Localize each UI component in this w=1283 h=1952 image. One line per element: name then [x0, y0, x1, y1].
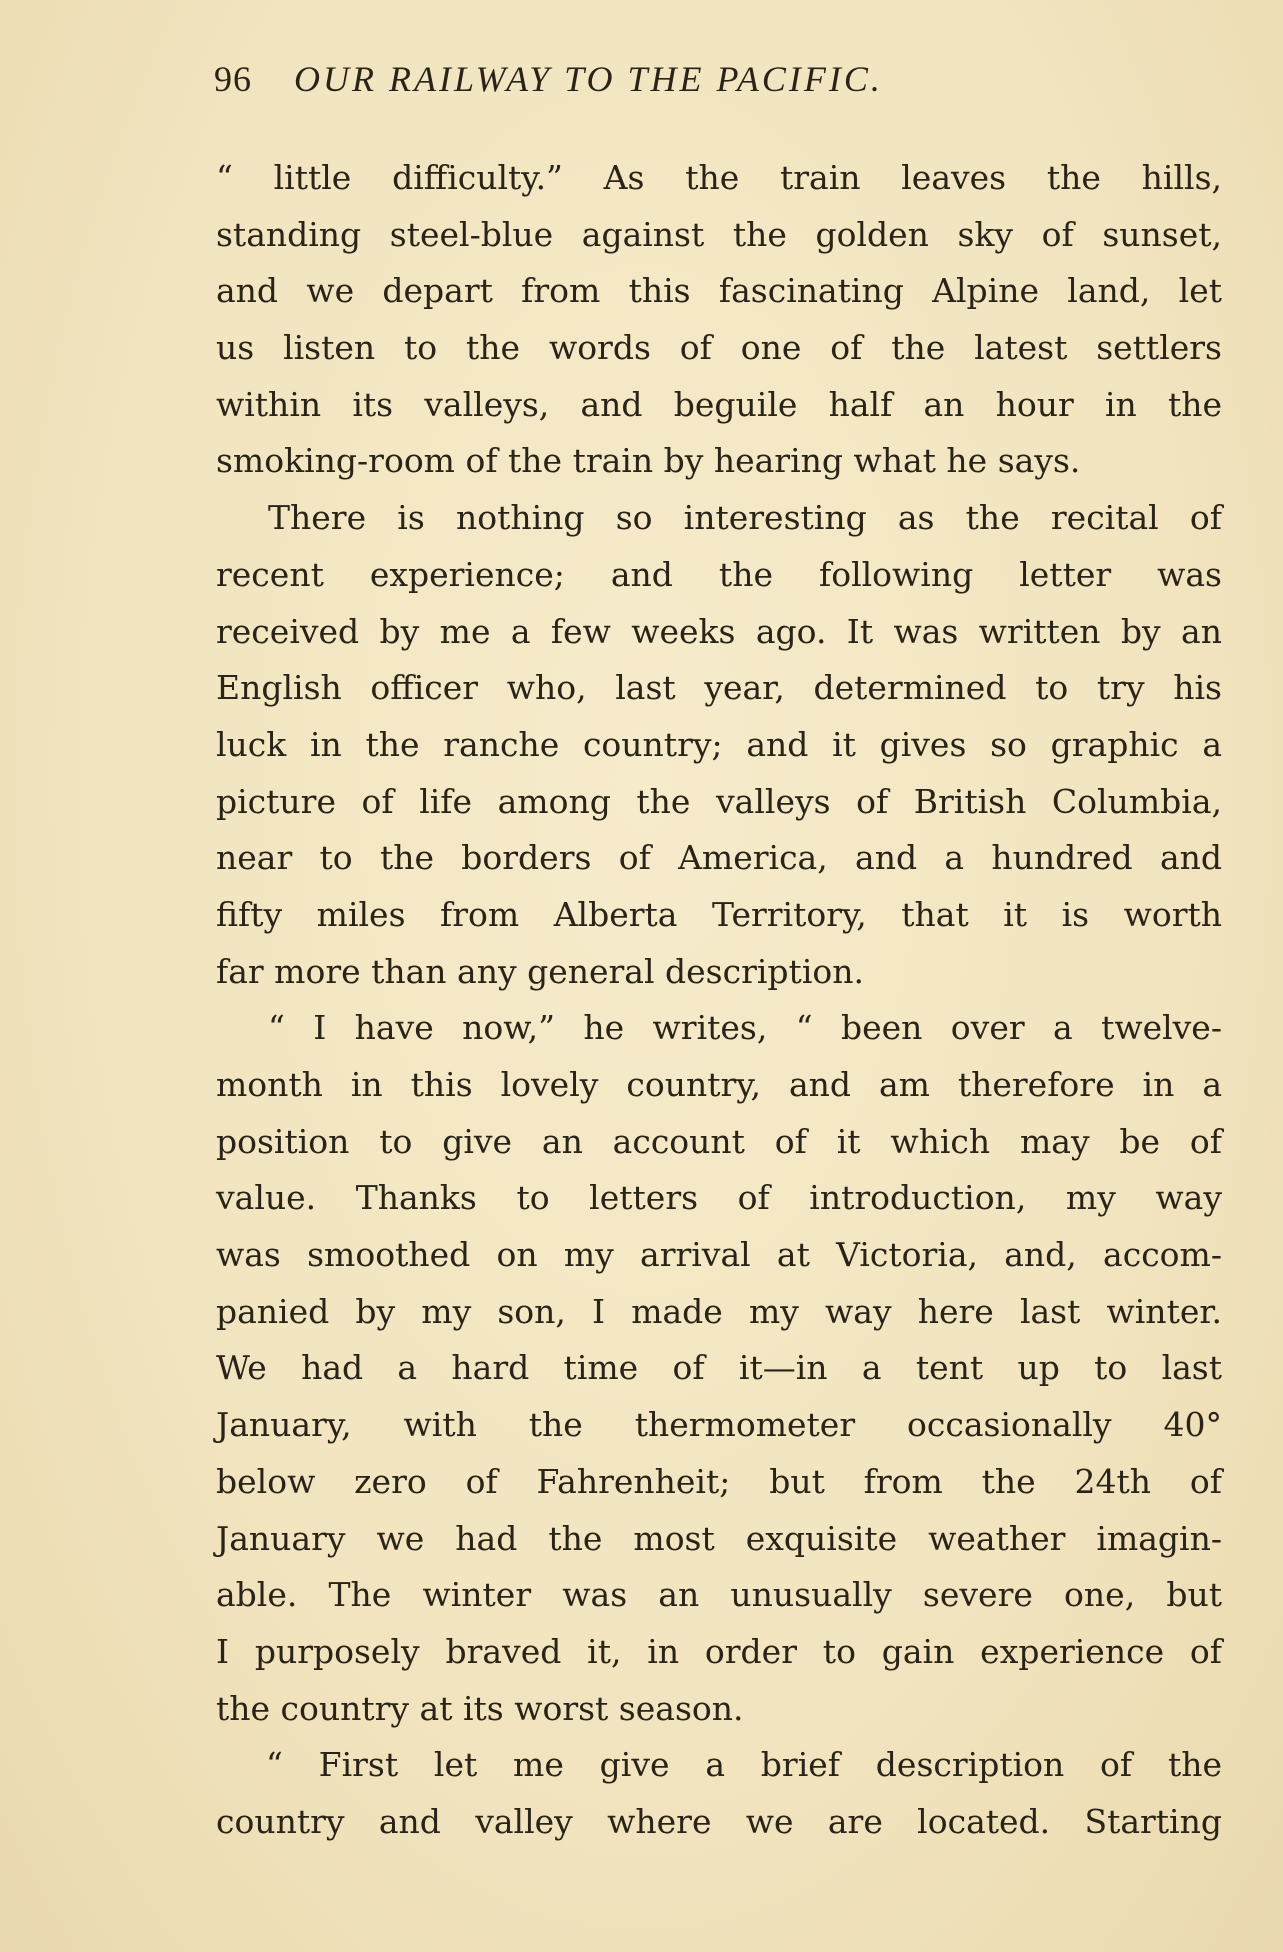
text-line: January we had the most exquisite weather imagin- [216, 1518, 1222, 1558]
text-line: “ First let me give a brief description of the [266, 1745, 1222, 1785]
text-line: “ I have now,” he writes, “ been over a twelve- [268, 1008, 1222, 1048]
text-line: standing steel-blue against the golden sky of sunset, [216, 214, 1222, 254]
text-line: the country at its worst season. [216, 1688, 744, 1728]
text-line: value. Thanks to letters of introduction, my way [216, 1178, 1222, 1218]
text-line: fifty miles from Alberta Territory, that it is worth [216, 894, 1222, 934]
text-line: I purposely braved it, in order to gain experience of [216, 1631, 1222, 1671]
text-line: picture of life among the valleys of British Columbia, [216, 781, 1222, 821]
text-line: below zero of Fahrenheit; but from the 24th of [216, 1461, 1222, 1501]
text-line: panied by my son, I made my way here last winter. [216, 1291, 1222, 1331]
running-title: OUR RAILWAY TO THE PACIFIC. [294, 59, 883, 99]
text-line: January, with the thermometer occasionally 40° [216, 1405, 1222, 1445]
text-line: near to the borders of America, and a hundred and [216, 838, 1222, 878]
text-line: was smoothed on my arrival at Victoria, and, accom- [216, 1235, 1222, 1275]
text-line: country and valley where we are located. Starting [216, 1801, 1222, 1841]
text-line: We had a hard time of it—in a tent up to last [216, 1348, 1222, 1388]
text-line: received by me a few weeks ago. It was written by an [216, 611, 1222, 651]
text-line: month in this lovely country, and am therefore in a [216, 1065, 1222, 1104]
text-line: within its valleys, and beguile half an hour in the [216, 384, 1222, 424]
text-line: There is nothing so interesting as the recital of [268, 498, 1222, 538]
text-line: and we depart from this fascinating Alpine land, let [216, 271, 1222, 311]
text-line: smoking-room of the train by hearing what he says. [216, 441, 1081, 481]
text-line: able. The winter was an unusually severe one, but [216, 1575, 1222, 1615]
text-line: far more than any general description. [216, 951, 864, 991]
text-line: us listen to the words of one of the latest settlers [216, 328, 1222, 368]
text-line: luck in the ranche country; and it gives so graphic a [216, 724, 1222, 764]
text-line: English officer who, last year, determined to try his [216, 668, 1222, 708]
text-line: position to give an account of it which may be of [216, 1121, 1222, 1161]
text-line: recent experience; and the following letter was [216, 554, 1222, 594]
running-head [214, 58, 1084, 108]
text-line: “ little difficulty.” As the train leaves the hills, [216, 158, 1222, 197]
page-number: 96 [214, 59, 252, 99]
body-text [216, 150, 1222, 1851]
